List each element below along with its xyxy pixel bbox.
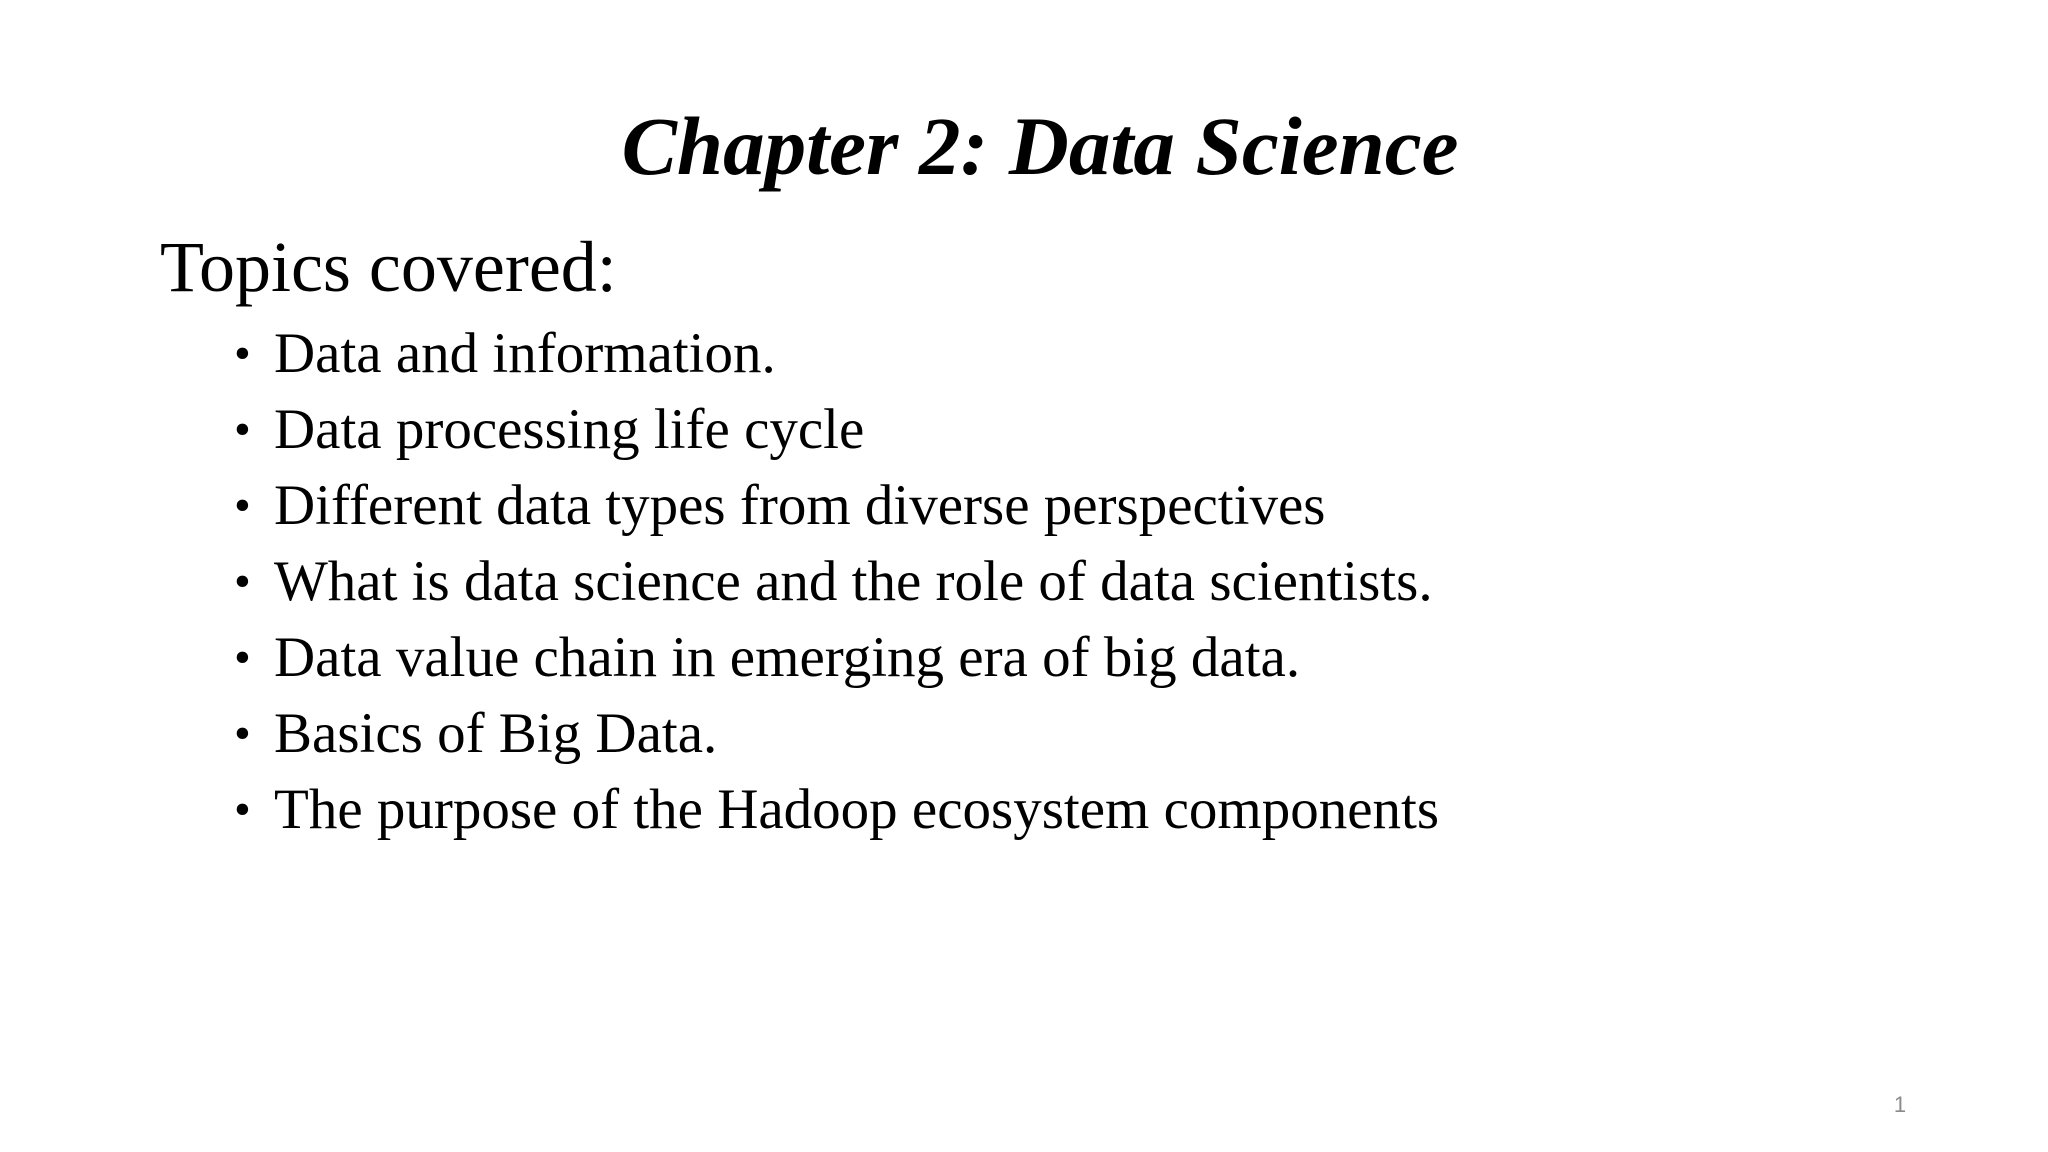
topic-text: What is data science and the role of data scientists.	[274, 550, 1433, 613]
slide-title: Chapter 2: Data Science	[621, 100, 1459, 192]
list-item	[234, 392, 1439, 468]
topic-text: Data processing life cycle	[274, 398, 865, 461]
list-item	[234, 772, 1439, 848]
topic-text: Basics of Big Data.	[274, 702, 718, 765]
topic-text: The purpose of the Hadoop ecosystem components	[274, 778, 1440, 841]
bullet-icon: •	[234, 631, 251, 684]
bullet-icon: •	[234, 479, 251, 532]
list-item	[234, 620, 1439, 696]
topic-list	[234, 316, 1439, 848]
list-item	[234, 544, 1439, 620]
list-item	[234, 468, 1439, 544]
list-item	[234, 696, 1439, 772]
topic-text: Different data types from diverse perspectives	[274, 474, 1326, 537]
topic-text: Data and information.	[274, 322, 776, 385]
bullet-icon: •	[234, 327, 251, 380]
bullet-icon: •	[234, 403, 251, 456]
list-item	[234, 316, 1439, 392]
page-number: 1	[1893, 1092, 1907, 1117]
topic-text: Data value chain in emerging era of big data.	[274, 626, 1301, 689]
bullet-icon: •	[234, 783, 251, 836]
topics-heading: Topics covered:	[160, 227, 617, 307]
bullet-icon: •	[234, 707, 251, 760]
bullet-icon: •	[234, 555, 251, 608]
